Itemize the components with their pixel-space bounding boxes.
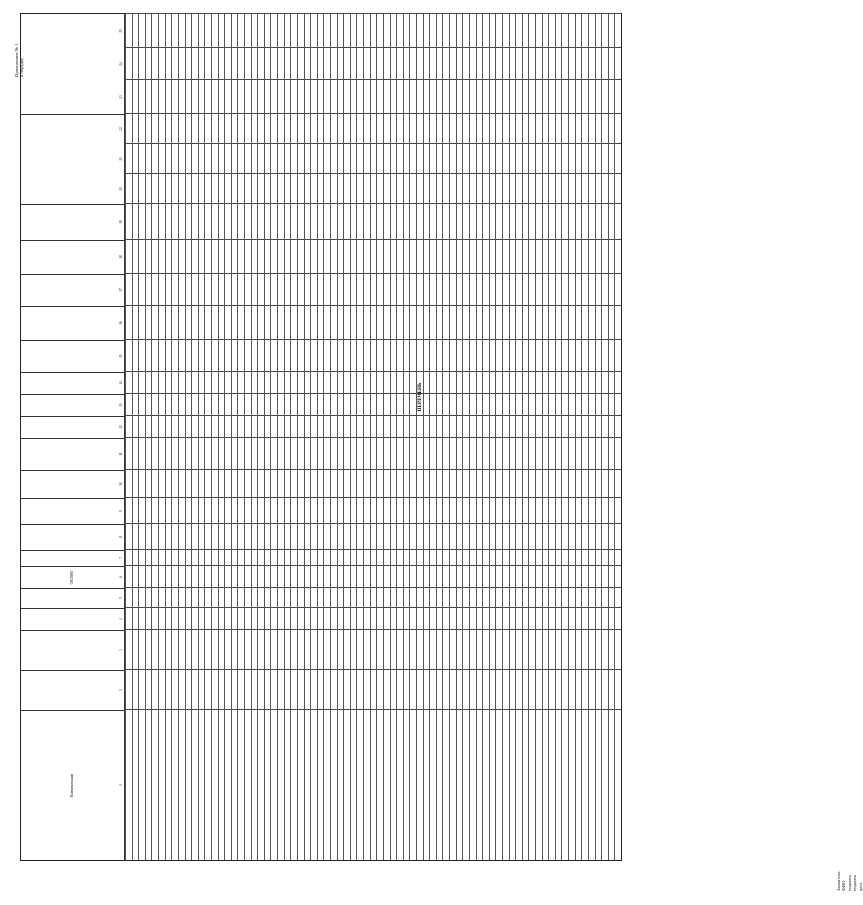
table-row	[535, 14, 536, 860]
table-row	[595, 14, 596, 860]
column-number: 10	[119, 482, 123, 486]
rotated-landscape-sheet	[8, 8, 863, 897]
table-row	[555, 14, 556, 860]
column-number: 7	[119, 557, 123, 559]
table-row	[231, 14, 232, 860]
table-row	[337, 14, 338, 860]
table-row	[330, 14, 331, 860]
table-row	[462, 14, 463, 860]
table-row	[132, 14, 133, 860]
appendix-line-1: Приложение № 1	[14, 43, 19, 77]
table-row	[237, 14, 238, 860]
table-row	[601, 14, 602, 860]
table-row	[608, 14, 609, 860]
table-row	[264, 14, 265, 860]
column-divider	[125, 415, 621, 416]
table-row	[284, 14, 285, 860]
header-oktmo: ОКТМО	[21, 566, 125, 588]
column-number: 12	[119, 425, 123, 429]
column-number: 1	[119, 784, 123, 786]
table-row	[528, 14, 529, 860]
column-number: 6	[119, 576, 123, 578]
table-row	[436, 14, 437, 860]
table-row	[204, 14, 205, 860]
table-row	[429, 14, 430, 860]
column-divider	[125, 497, 621, 498]
column-divider	[125, 629, 621, 630]
table-row	[356, 14, 357, 860]
column-divider	[125, 565, 621, 566]
column-divider	[125, 669, 621, 670]
table-row	[469, 14, 470, 860]
applicant-block	[836, 631, 863, 891]
column-divider	[125, 239, 621, 240]
header-col-10	[21, 470, 125, 498]
table-row	[370, 14, 371, 860]
column-number: 18	[119, 255, 123, 259]
column-divider	[125, 549, 621, 550]
table-row	[363, 14, 364, 860]
table-row	[568, 14, 569, 860]
table-row	[581, 14, 582, 860]
column-divider	[125, 113, 621, 114]
header-col-12	[21, 416, 125, 438]
table-row	[244, 14, 245, 860]
table-row	[390, 14, 391, 860]
column-divider	[125, 47, 621, 48]
table-row	[218, 14, 219, 860]
table-row	[310, 14, 311, 860]
table-row	[489, 14, 490, 860]
column-number: 23	[119, 95, 123, 99]
data-table	[20, 13, 622, 861]
table-row	[522, 14, 523, 860]
table-row	[515, 14, 516, 860]
column-divider	[125, 469, 621, 470]
table-row	[211, 14, 212, 860]
applicant-line-1: Заявитель	[836, 871, 841, 891]
header-col-20	[21, 114, 125, 204]
column-divider	[125, 371, 621, 372]
header-col-4	[21, 608, 125, 630]
table-row	[178, 14, 179, 860]
table-row	[449, 14, 450, 860]
table-row	[456, 14, 457, 860]
table-row	[158, 14, 159, 860]
column-number: 9	[119, 510, 123, 512]
header-col-19	[21, 204, 125, 240]
table-row	[125, 14, 126, 860]
header-col-14	[21, 372, 125, 394]
table-row	[251, 14, 252, 860]
table-row	[542, 14, 543, 860]
column-number: 13	[119, 403, 123, 407]
table-row	[509, 14, 510, 860]
table-row	[396, 14, 397, 860]
column-divider	[125, 305, 621, 306]
column-divider	[125, 173, 621, 174]
table-row	[290, 14, 291, 860]
table-row	[138, 14, 139, 860]
table-row	[297, 14, 298, 860]
table-row	[171, 14, 172, 860]
document-title: ПЕРЕЧЕНЬ	[417, 382, 423, 412]
header-col-15	[21, 340, 125, 372]
column-number: 11	[119, 452, 123, 456]
column-divider	[125, 203, 621, 204]
column-divider	[125, 523, 621, 524]
applicant-line-2: ФИО	[841, 880, 847, 891]
table-row	[614, 14, 615, 860]
applicant-line-5: дата	[857, 882, 863, 891]
table-row	[343, 14, 344, 860]
table-row	[270, 14, 271, 860]
header-col-17	[21, 274, 125, 306]
column-divider	[125, 607, 621, 608]
column-number: 20	[119, 187, 123, 191]
column-divider	[125, 437, 621, 438]
header-col-18	[21, 240, 125, 274]
table-row	[277, 14, 278, 860]
header-col-21	[21, 14, 125, 114]
table-row	[495, 14, 496, 860]
table-row	[376, 14, 377, 860]
header-col-11	[21, 438, 125, 470]
column-number: 3	[119, 649, 123, 651]
header-col-8	[21, 524, 125, 550]
header-col-13	[21, 394, 125, 416]
table-row	[588, 14, 589, 860]
column-divider	[125, 79, 621, 80]
table-row	[145, 14, 146, 860]
table-row	[350, 14, 351, 860]
table-row	[323, 14, 324, 860]
column-number: 2	[119, 689, 123, 691]
column-number: 4	[119, 618, 123, 620]
column-number: 21	[119, 157, 123, 161]
column-number: 24	[119, 62, 123, 66]
column-number: 8	[119, 536, 123, 538]
column-divider	[125, 709, 621, 710]
table-row	[224, 14, 225, 860]
column-number: 19	[119, 220, 123, 224]
table-row	[409, 14, 410, 860]
column-divider	[125, 13, 621, 14]
header-col-16	[21, 306, 125, 340]
column-number: 15	[119, 354, 123, 358]
table-row	[476, 14, 477, 860]
header-name: Наименование	[21, 710, 125, 860]
table-row	[561, 14, 562, 860]
applicant-line-3: подпись	[846, 874, 852, 891]
appendix-line-2: к порядку	[19, 57, 25, 77]
table-row	[191, 14, 192, 860]
header-col-2	[21, 670, 125, 710]
column-number: 25	[119, 29, 123, 33]
table-row	[416, 14, 417, 860]
header-col-3	[21, 630, 125, 670]
table-row	[257, 14, 258, 860]
table-row	[185, 14, 186, 860]
column-number: 16	[119, 321, 123, 325]
table-row	[502, 14, 503, 860]
column-number: 22	[119, 127, 123, 131]
column-number: 5	[119, 597, 123, 599]
table-row	[165, 14, 166, 860]
column-number: 17	[119, 288, 123, 292]
header-col-7	[21, 550, 125, 566]
table-row	[548, 14, 549, 860]
table-row	[423, 14, 424, 860]
table-row	[442, 14, 443, 860]
column-divider	[125, 587, 621, 588]
table-row	[151, 14, 152, 860]
column-number: 14	[119, 381, 123, 385]
header-col-9	[21, 498, 125, 524]
table-row	[575, 14, 576, 860]
table-row	[317, 14, 318, 860]
table-row	[383, 14, 384, 860]
column-divider	[125, 143, 621, 144]
applicant-line-4: подпись	[852, 874, 858, 891]
table-row	[482, 14, 483, 860]
table-row	[403, 14, 404, 860]
column-divider	[125, 393, 621, 394]
column-divider	[125, 339, 621, 340]
header-col-5	[21, 588, 125, 608]
table-row	[198, 14, 199, 860]
table-row	[304, 14, 305, 860]
column-divider	[125, 273, 621, 274]
